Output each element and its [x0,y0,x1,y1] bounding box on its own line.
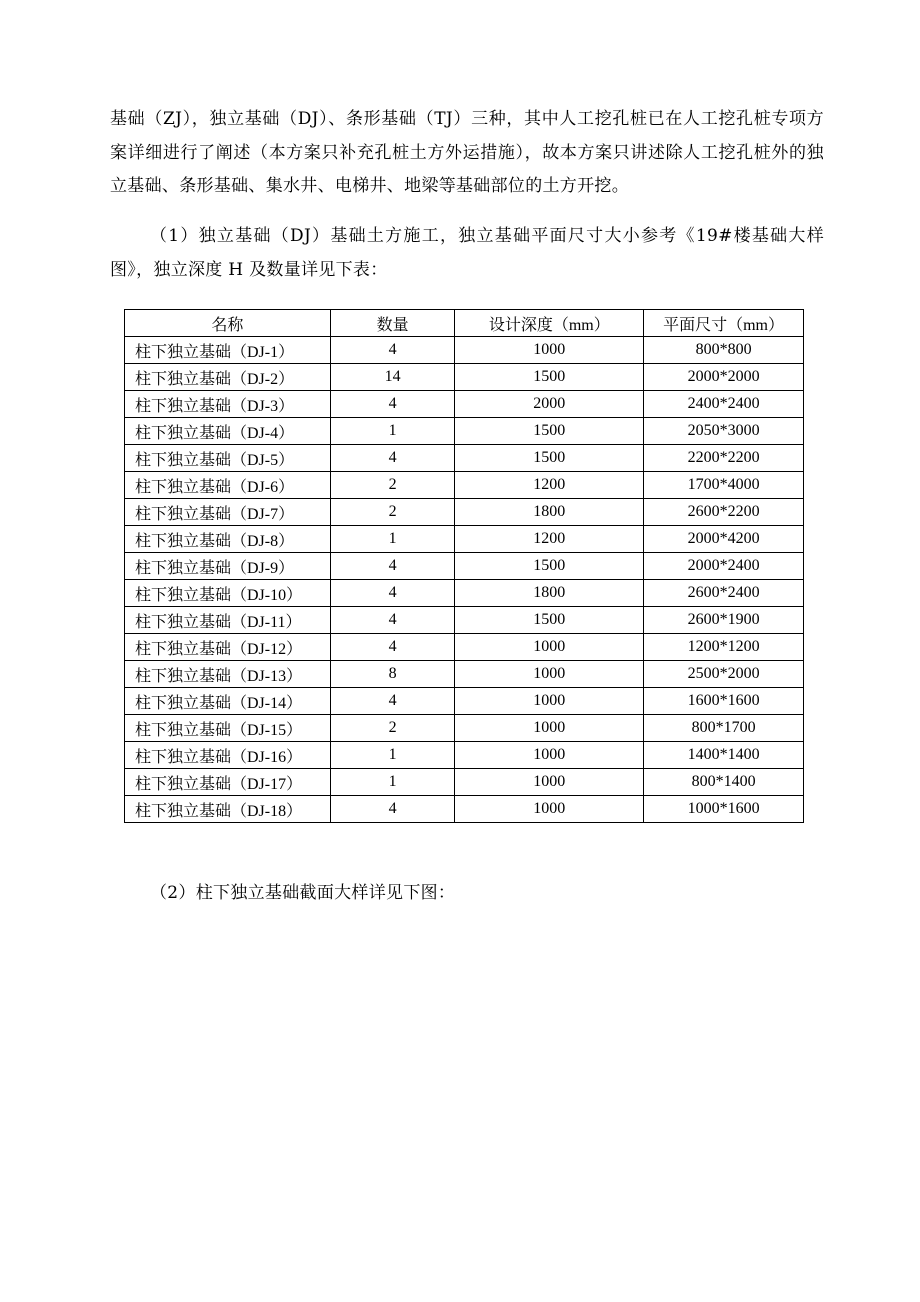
cell-depth: 1800 [455,499,644,526]
cell-depth: 1000 [455,634,644,661]
foundation-table [124,309,804,823]
cell-quantity: 4 [330,445,455,472]
cell-depth: 1500 [455,607,644,634]
cell-quantity: 1 [330,742,455,769]
cell-depth: 1000 [455,661,644,688]
cell-size: 2600*2400 [644,580,804,607]
cell-name: 柱下独立基础（DJ-1） [125,337,331,364]
table-row [125,715,804,742]
cell-quantity: 4 [330,391,455,418]
cell-size: 2050*3000 [644,418,804,445]
cell-quantity: 1 [330,769,455,796]
table-row [125,418,804,445]
cell-size: 800*1400 [644,769,804,796]
cell-name: 柱下独立基础（DJ-9） [125,553,331,580]
cell-depth: 1500 [455,445,644,472]
cell-quantity: 2 [330,715,455,742]
cell-quantity: 1 [330,526,455,553]
cell-quantity: 2 [330,499,455,526]
header-depth: 设计深度（mm） [455,310,644,337]
cell-name: 柱下独立基础（DJ-17） [125,769,331,796]
table-row [125,364,804,391]
table-row [125,661,804,688]
cell-depth: 1500 [455,418,644,445]
cell-size: 1000*1600 [644,796,804,823]
header-name: 名称 [125,310,331,337]
cell-quantity: 4 [330,337,455,364]
cell-size: 2600*2200 [644,499,804,526]
cell-quantity: 4 [330,796,455,823]
cell-name: 柱下独立基础（DJ-14） [125,688,331,715]
table-row [125,553,804,580]
cell-quantity: 8 [330,661,455,688]
cell-size: 1400*1400 [644,742,804,769]
cell-depth: 1200 [455,472,644,499]
cell-name: 柱下独立基础（DJ-3） [125,391,331,418]
table-row [125,796,804,823]
cell-depth: 1000 [455,688,644,715]
table-row [125,445,804,472]
table-row [125,499,804,526]
cell-depth: 1500 [455,364,644,391]
cell-depth: 1000 [455,715,644,742]
cell-depth: 1000 [455,796,644,823]
header-quantity: 数量 [330,310,455,337]
cell-name: 柱下独立基础（DJ-11） [125,607,331,634]
cell-name: 柱下独立基础（DJ-6） [125,472,331,499]
table-row [125,526,804,553]
cell-name: 柱下独立基础（DJ-12） [125,634,331,661]
table-row [125,742,804,769]
cell-quantity: 4 [330,553,455,580]
section-1-paragraph: （1）独立基础（DJ）基础土方施工，独立基础平面尺寸大小参考《19#楼基础大样图》，独立深度 H 及数量详见下表： [110,226,824,280]
table-row [125,769,804,796]
cell-size: 1600*1600 [644,688,804,715]
table-row [125,337,804,364]
table-row [125,472,804,499]
cell-quantity: 4 [330,688,455,715]
cell-name: 柱下独立基础（DJ-7） [125,499,331,526]
cell-depth: 1000 [455,742,644,769]
cell-name: 柱下独立基础（DJ-2） [125,364,331,391]
cell-quantity: 2 [330,472,455,499]
header-size: 平面尺寸（mm） [644,310,804,337]
table-header-row [125,310,804,337]
cell-quantity: 4 [330,580,455,607]
cell-size: 800*1700 [644,715,804,742]
cell-depth: 1000 [455,769,644,796]
cell-quantity: 1 [330,418,455,445]
cell-depth: 1800 [455,580,644,607]
table-row [125,688,804,715]
table-row [125,634,804,661]
cell-name: 柱下独立基础（DJ-4） [125,418,331,445]
cell-name: 柱下独立基础（DJ-16） [125,742,331,769]
cell-depth: 1500 [455,553,644,580]
cell-name: 柱下独立基础（DJ-13） [125,661,331,688]
cell-size: 1700*4000 [644,472,804,499]
cell-name: 柱下独立基础（DJ-10） [125,580,331,607]
cell-quantity: 4 [330,634,455,661]
cell-name: 柱下独立基础（DJ-18） [125,796,331,823]
cell-size: 2000*2000 [644,364,804,391]
table-row [125,391,804,418]
table-row [125,580,804,607]
section-2-paragraph: （2）柱下独立基础截面大样详见下图： [150,883,456,903]
intro-paragraph: 基础（ZJ），独立基础（DJ）、条形基础（TJ）三种，其中人工挖孔桩已在人工挖孔桩专项方案详细进行了阐述（本方案只补充孔桩土方外运措施），故本方案只讲述除人工挖孔桩外的独立基础、条形基础、集水井、电梯井、地梁等基础部位的土方开挖。 [110,109,824,196]
cell-size: 1200*1200 [644,634,804,661]
cell-size: 2200*2200 [644,445,804,472]
cell-size: 2000*4200 [644,526,804,553]
cell-size: 2000*2400 [644,553,804,580]
cell-size: 2400*2400 [644,391,804,418]
cell-size: 2500*2000 [644,661,804,688]
cell-name: 柱下独立基础（DJ-5） [125,445,331,472]
cell-quantity: 4 [330,607,455,634]
cell-depth: 2000 [455,391,644,418]
cell-size: 2600*1900 [644,607,804,634]
cell-depth: 1000 [455,337,644,364]
cell-quantity: 14 [330,364,455,391]
cell-size: 800*800 [644,337,804,364]
cell-name: 柱下独立基础（DJ-8） [125,526,331,553]
cell-depth: 1200 [455,526,644,553]
table-row [125,607,804,634]
cell-name: 柱下独立基础（DJ-15） [125,715,331,742]
